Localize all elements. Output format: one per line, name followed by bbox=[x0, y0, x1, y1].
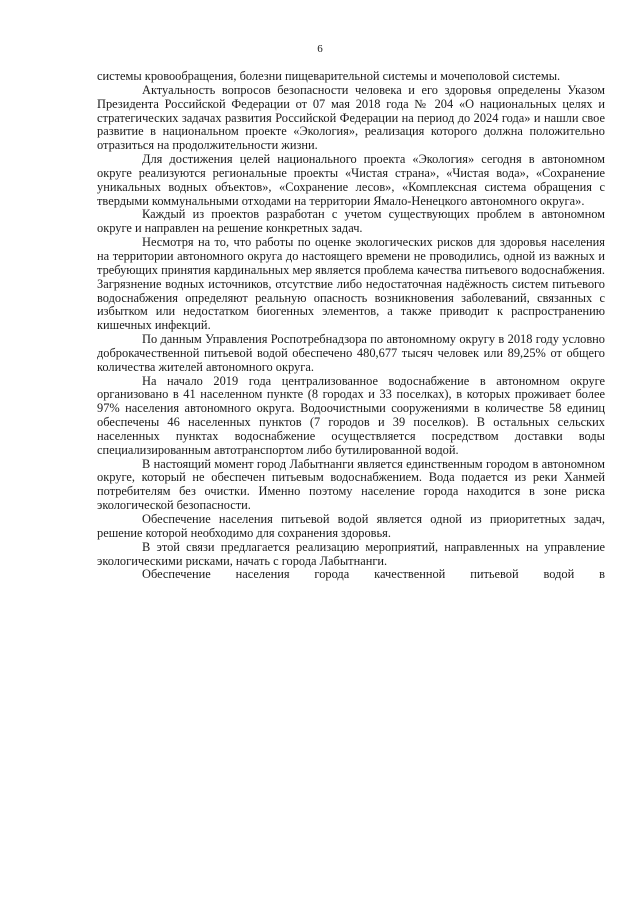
paragraph-8: В настоящий момент город Лабытнанги является единственным городом в автономном округе, который не обеспечен питьевым водоснабжением. Вода подается из реки Ханмей потребителям без очистки. Именно поэтому население города находится в зоне риска экологической безопасности. bbox=[97, 456, 605, 513]
paragraph-2: Актуальность вопросов безопасности человека и его здоровья определены Указом Президента Российской Федерации от 07 мая 2018 года № 204 «О национальных целях и стратегических задачах развития Российской Федерации на период до 2024 года» и нашли свое развитие в национальном проекте «Экология», реализация которого должна положительно отразиться на продолжительности жизни. bbox=[97, 82, 605, 153]
document-body bbox=[97, 70, 605, 582]
paragraph-5: Несмотря на то, что работы по оценке экологических рисков для здоровья населения на территории автономного округа до настоящего времени не проводились, одной из важных и требующих принятия кардинальных мер является проблема качества питьевого водоснабжения. Загрязнение водных источников, отсутствие либо недостаточная надёжность систем питьевого водоснабжения определяют реальную опасность возникновения заболеваний, связанных с избытком или недостатком биогенных элементов, а также приводит к распространению кишечных инфекций. bbox=[97, 235, 605, 333]
page-number: 6 bbox=[317, 43, 323, 55]
paragraph-9: Обеспечение населения питьевой водой является одной из приоритетных задач, решение которой необходимо для сохранения здоровья. bbox=[97, 512, 605, 540]
paragraph-11: Обеспечение населения города качественной питьевой водой в bbox=[142, 567, 605, 582]
paragraph-1: системы кровообращения, болезни пищеварительной системы и мочеполовой системы. bbox=[97, 69, 561, 83]
paragraph-4: Каждый из проектов разработан с учетом существующих проблем в автономном округе и направлен на решение конкретных задач. bbox=[97, 207, 605, 236]
paragraph-6: По данным Управления Роспотребнадзора по автономному округу в 2018 году условно доброкачественной питьевой водой обеспечено 480,677 тысяч человек или 89,25% от общего количества жителей автономного округа. bbox=[97, 332, 605, 374]
paragraph-3: Для достижения целей национального проекта «Экология» сегодня в автономном округе реализуются региональные проекты «Чистая страна», «Чистая вода», «Сохранение уникальных водных объектов», «Сохранение лесов», «Комплексная система обращения с твердыми коммунальными отходами на территории Ямало-Ненецкого автономного округа». bbox=[97, 152, 605, 208]
paragraph-7: На начало 2019 года централизованное водоснабжение в автономном округе организовано в 41 населенном пункте (8 городах и 33 поселках), в которых проживает более 97% населения автономного округа. Водоочистными сооружениями в количестве 58 единиц обеспечены 46 населенных пунктов (7 городов и 39 поселков). В остальных сельских населенных пунктах водоснабжение осуществляется посредством доставки воды специализированным автотранспортом либо бутилированной водой. bbox=[97, 373, 605, 457]
paragraph-10: В этой связи предлагается реализацию мероприятий, направленных на управление экологическими рисками, начать с города Лабытнанги. bbox=[97, 539, 605, 568]
